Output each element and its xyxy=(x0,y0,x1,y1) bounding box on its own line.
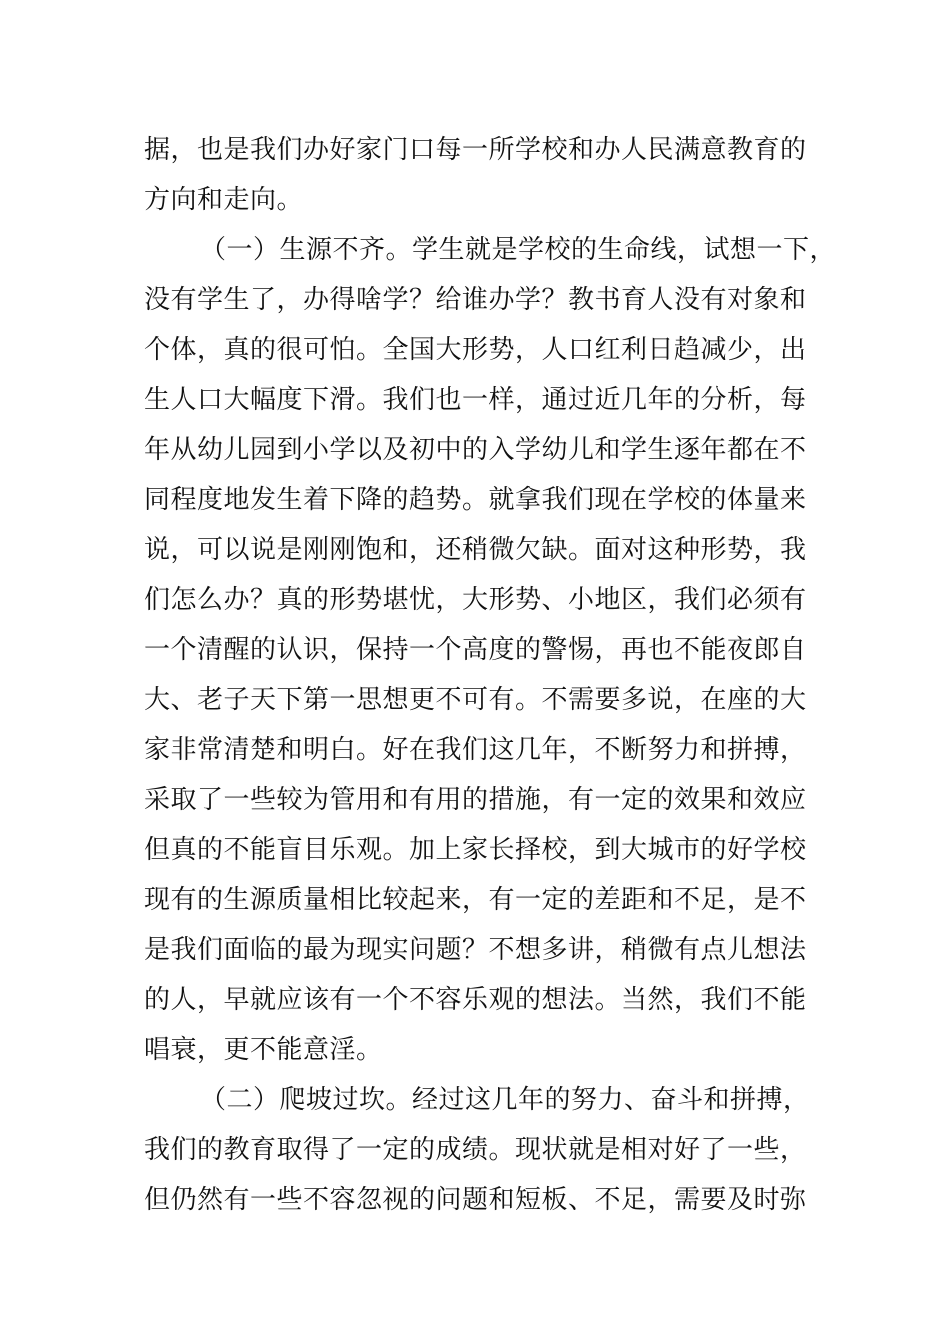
text-line-8: 同程度地发生着下降的趋势。就拿我们现在学校的体量来 xyxy=(144,485,807,515)
text-line-19: 唱衰，更不能意淫。 xyxy=(144,1035,383,1065)
text-line-4: 没有学生了，办得啥学？给谁办学？教书育人没有对象和 xyxy=(144,285,807,315)
text-line-7: 年从幼儿园到小学以及初中的入学幼儿和学生逐年都在不 xyxy=(144,435,807,465)
text-line-16: 现有的生源质量相比较起来，有一定的差距和不足，是不 xyxy=(144,885,807,915)
text-line-13: 家非常清楚和明白。好在我们这几年，不断努力和拼搏， xyxy=(144,735,807,765)
text-line-5: 个体，真的很可怕。全国大形势，人口红利日趋减少，出 xyxy=(144,335,807,365)
text-line-21: 我们的教育取得了一定的成绩。现状就是相对好了一些， xyxy=(144,1135,807,1165)
text-line-10: 们怎么办？真的形势堪忧，大形势、小地区，我们必须有 xyxy=(144,585,807,615)
paragraph-heading-1: （一）生源不齐。学生就是学校的生命线，试想一下， xyxy=(200,235,837,265)
text-line-18: 的人，早就应该有一个不容乐观的想法。当然，我们不能 xyxy=(144,985,807,1015)
text-line-12: 大、老子天下第一思想更不可有。不需要多说，在座的大 xyxy=(144,685,807,715)
text-line-9: 说，可以说是刚刚饱和，还稍微欠缺。面对这种形势，我 xyxy=(144,535,807,565)
paragraph-heading-2: （二）爬坡过坎。经过这几年的努力、奋斗和拼搏， xyxy=(200,1085,810,1115)
text-line-6: 生人口大幅度下滑。我们也一样，通过近几年的分析，每 xyxy=(144,385,807,415)
text-line-1: 据，也是我们办好家门口每一所学校和办人民满意教育的 xyxy=(144,135,807,165)
text-line-22: 但仍然有一些不容忽视的问题和短板、不足，需要及时弥 xyxy=(144,1185,807,1215)
text-line-15: 但真的不能盲目乐观。加上家长择校，到大城市的好学校 xyxy=(144,835,807,865)
text-line-2: 方向和走向。 xyxy=(144,185,304,215)
text-line-11: 一个清醒的认识，保持一个高度的警惕，再也不能夜郎自 xyxy=(144,635,807,665)
text-line-14: 采取了一些较为管用和有用的措施，有一定的效果和效应 xyxy=(144,785,807,815)
document-body-text xyxy=(144,125,837,1225)
text-line-17: 是我们面临的最为现实问题？不想多讲，稍微有点儿想法 xyxy=(144,935,807,965)
